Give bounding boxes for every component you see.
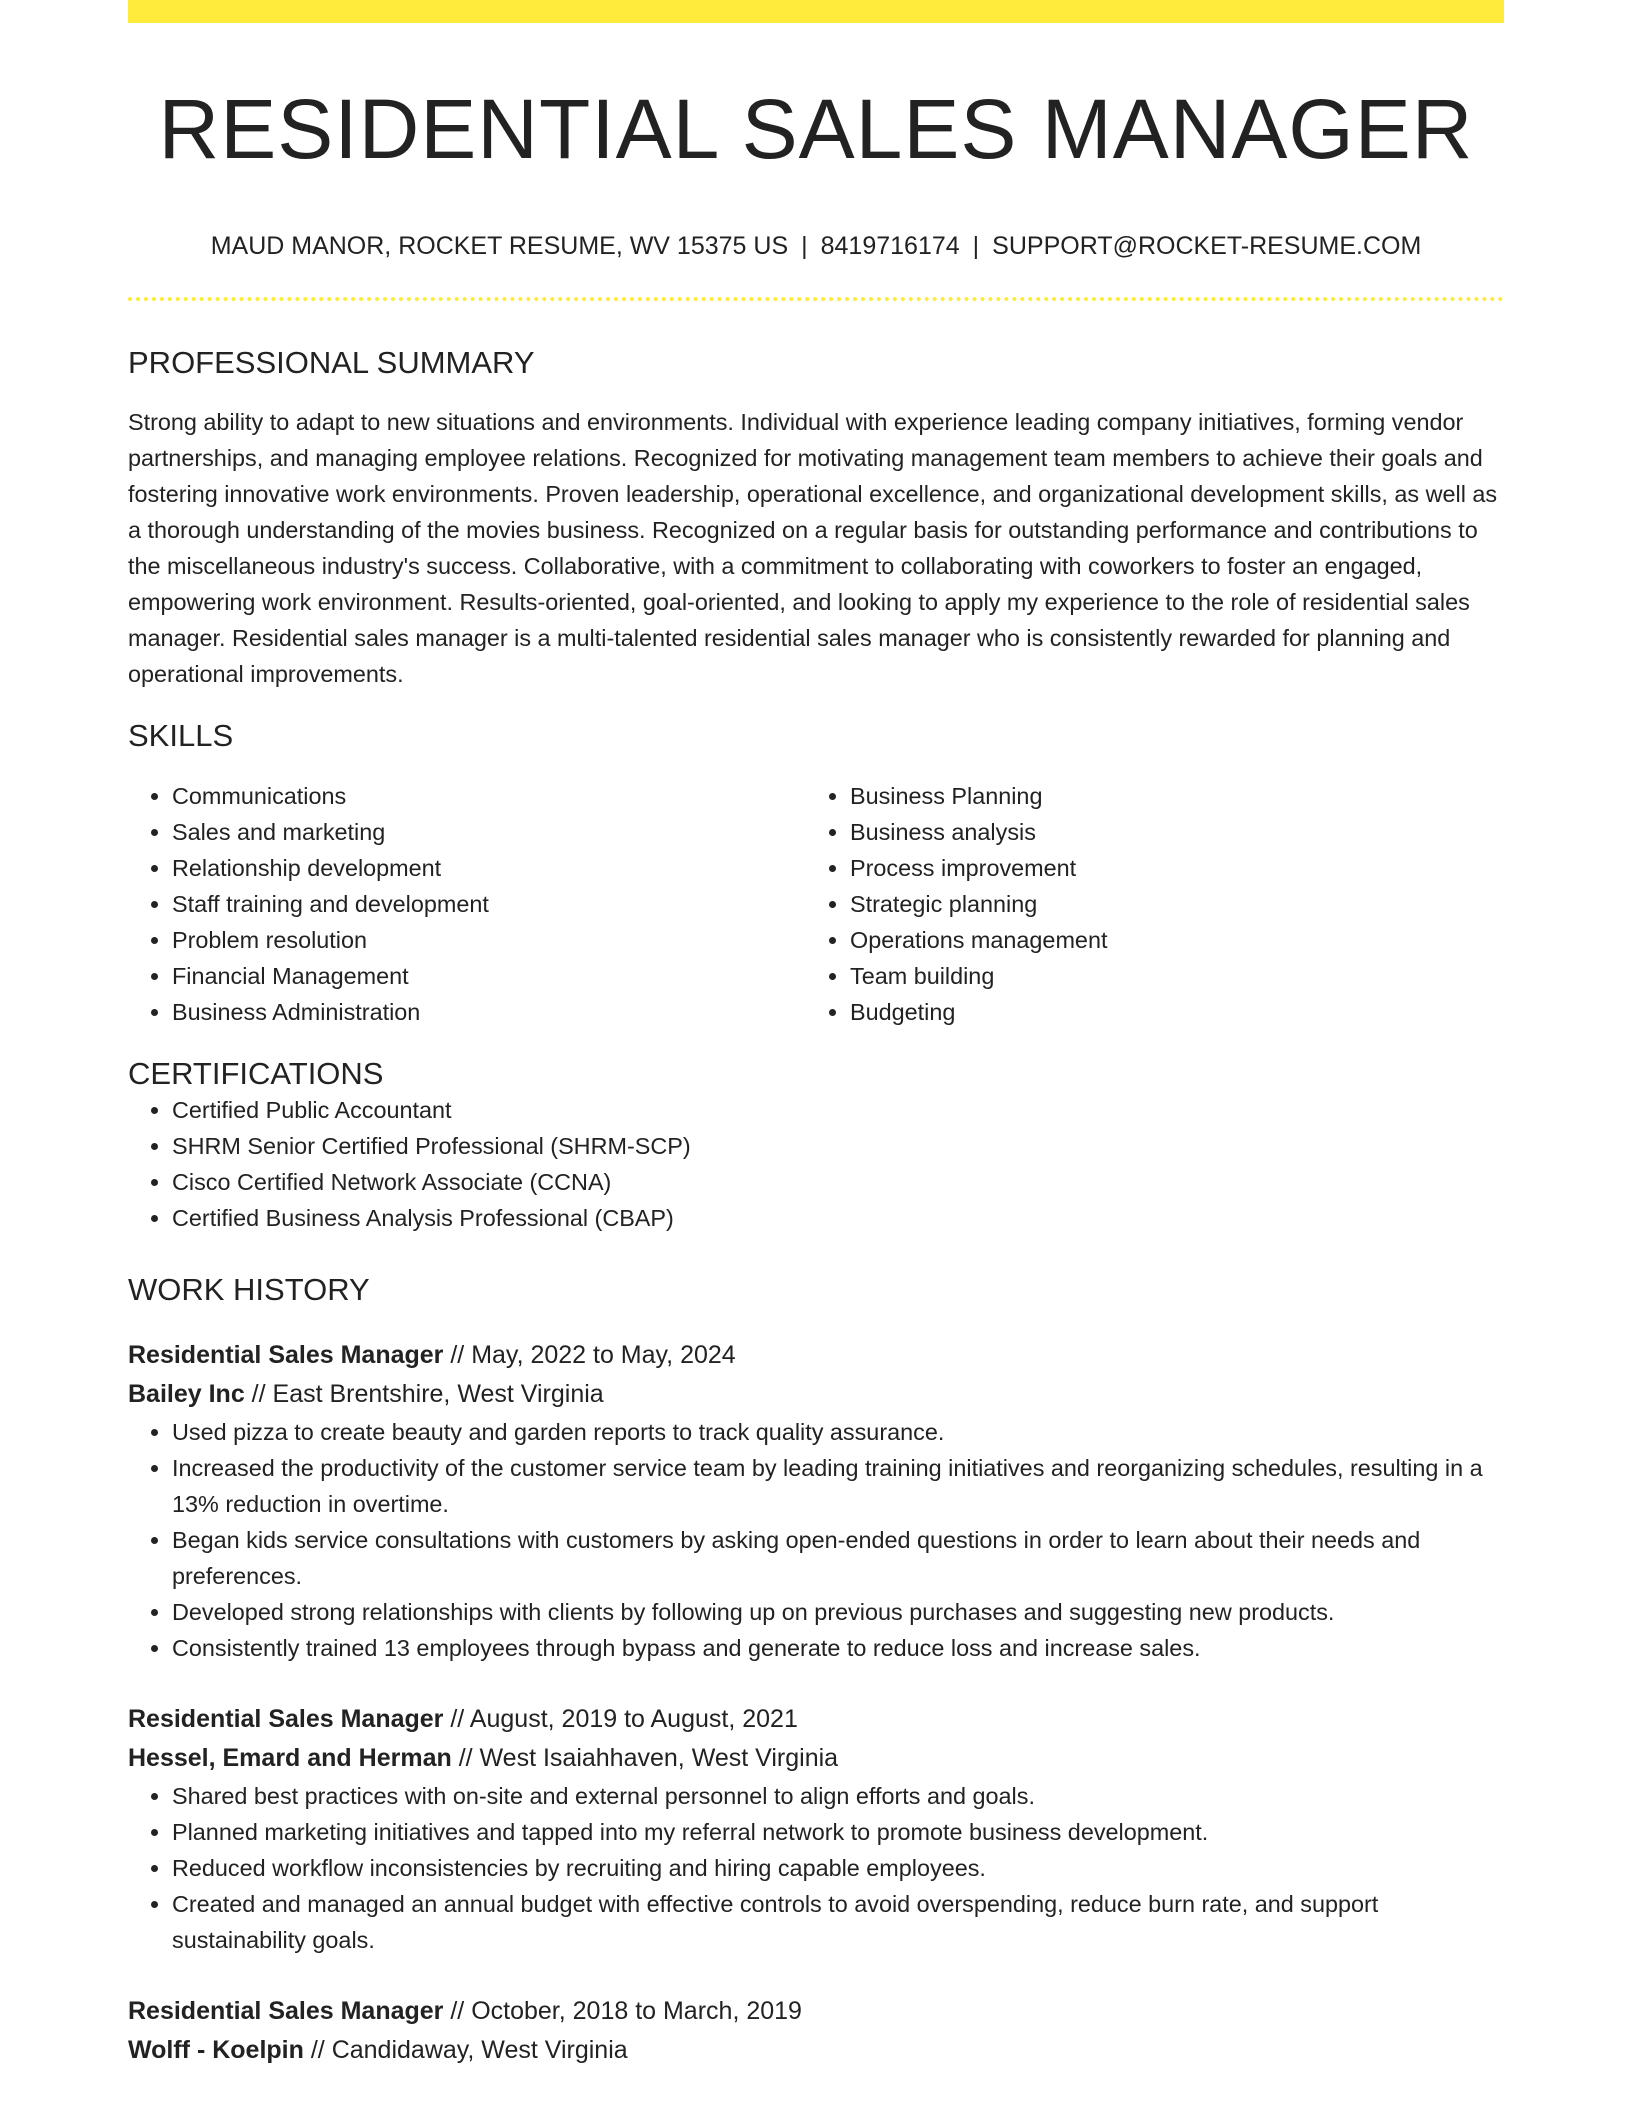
- job-bullet: • Created and managed an annual budget with effective controls to avoid overspending, reduce burn rate, and support sustainability goals.: [172, 1886, 1504, 1958]
- certifications-heading: CERTIFICATIONS: [128, 1056, 384, 1092]
- job-role: Residential Sales Manager: [128, 1705, 444, 1734]
- accent-top-bar: [128, 0, 1504, 23]
- certification-item: • Certified Public Accountant: [172, 1092, 1504, 1128]
- contact-address: MAUD MANOR, ROCKET RESUME, WV 15375 US: [210, 232, 789, 261]
- job-bullet: • Shared best practices with on-site and external personnel to align efforts and goals.: [172, 1778, 1504, 1814]
- skill-item: • Financial Management: [172, 958, 806, 994]
- certification-item: • Cisco Certified Network Associate (CCNA): [172, 1164, 1504, 1200]
- dotted-divider: [128, 297, 1504, 301]
- job-location: // West Isaiahhaven, West Virginia: [451, 1744, 839, 1773]
- job-bullet: • Increased the productivity of the customer service team by leading training initiatives and reorganizing schedules, resulting in a 13% reduction in overtime.: [172, 1450, 1504, 1522]
- skill-item: • Business Planning: [850, 778, 1484, 814]
- contact-separator: |: [801, 232, 808, 261]
- job-bullet: • Reduced workflow inconsistencies by recruiting and hiring capable employees.: [172, 1850, 1504, 1886]
- job-company: Bailey Inc: [128, 1380, 245, 1409]
- skill-item: • Problem resolution: [172, 922, 806, 958]
- job-role-line: [128, 1700, 1504, 1739]
- job-bullets: [128, 1778, 1504, 1958]
- skill-item: • Operations management: [850, 922, 1484, 958]
- job-bullet: • Consistently trained 13 employees through bypass and generate to reduce loss and increase sales.: [172, 1630, 1504, 1666]
- job-bullet: • Used pizza to create beauty and garden reports to track quality assurance.: [172, 1414, 1504, 1450]
- skill-item: • Budgeting: [850, 994, 1484, 1030]
- contact-info: [128, 230, 1504, 262]
- skill-item: • Staff training and development: [172, 886, 806, 922]
- job-location: // East Brentshire, West Virginia: [244, 1380, 604, 1409]
- skills-list-right: [806, 778, 1484, 1030]
- job-role-line: [128, 1336, 1504, 1375]
- job-dates: // October, 2018 to March, 2019: [443, 1997, 802, 2026]
- skills-heading: SKILLS: [128, 718, 234, 754]
- job-location: // Candidaway, West Virginia: [303, 2036, 628, 2065]
- job-dates: // August, 2019 to August, 2021: [443, 1705, 798, 1734]
- job-dates: // May, 2022 to May, 2024: [443, 1341, 736, 1370]
- certification-item: • Certified Business Analysis Professional (CBAP): [172, 1200, 1504, 1236]
- work-history-heading: WORK HISTORY: [128, 1272, 370, 1308]
- contact-separator: |: [972, 232, 980, 261]
- job-role: Residential Sales Manager: [128, 1341, 444, 1370]
- job-bullets: [128, 1414, 1504, 1666]
- skill-item: • Process improvement: [850, 850, 1484, 886]
- skill-item: • Business analysis: [850, 814, 1484, 850]
- skills-column-left: [128, 778, 806, 1030]
- contact-email: SUPPORT@ROCKET-RESUME.COM: [992, 232, 1422, 261]
- job-entry: [128, 1992, 1504, 2070]
- job-entry: [128, 1700, 1504, 1958]
- job-role: Residential Sales Manager: [128, 1997, 444, 2026]
- skill-item: • Relationship development: [172, 850, 806, 886]
- certifications-list: [128, 1092, 1504, 1236]
- skill-item: • Communications: [172, 778, 806, 814]
- summary-heading: PROFESSIONAL SUMMARY: [128, 345, 535, 381]
- summary-text: Strong ability to adapt to new situations and environments. Individual with experience leading company initiatives, forming vendor partnerships, and managing employee relations. Recognized for motivating management team members to achieve their goals and fostering innovative work environments. Proven leadership, operational excellence, and organizational development skills, as well as a thorough understanding of the movies business. Recognized on a regular basis for outstanding performance and contributions to the miscellaneous industry's success. Collaborative, with a commitment to collaborating with coworkers to foster an engaged, empowering work environment. Results-oriented, goal-oriented, and looking to apply my experience to the role of residential sales manager. Residential sales manager is a multi-talented residential sales manager who is consistently rewarded for planning and operational improvements.: [128, 409, 1498, 688]
- resume-title: RESIDENTIAL SALES MANAGER: [158, 82, 1474, 176]
- resume-page: [128, 0, 1504, 2070]
- job-company-line: [128, 2031, 1504, 2070]
- skill-item: • Sales and marketing: [172, 814, 806, 850]
- contact-phone: 8419716174: [820, 232, 960, 261]
- job-company-line: [128, 1375, 1504, 1414]
- skill-item: • Team building: [850, 958, 1484, 994]
- job-bullet: • Planned marketing initiatives and tapped into my referral network to promote business development.: [172, 1814, 1504, 1850]
- skill-item: • Strategic planning: [850, 886, 1484, 922]
- job-company: Wolff - Koelpin: [128, 2036, 304, 2065]
- skills-column-right: [806, 778, 1484, 1030]
- certification-item: • SHRM Senior Certified Professional (SHRM-SCP): [172, 1128, 1504, 1164]
- job-company-line: [128, 1739, 1504, 1778]
- skills-columns: [128, 778, 1504, 1030]
- job-entry: [128, 1336, 1504, 1666]
- skills-list-left: [128, 778, 806, 1030]
- skill-item: • Business Administration: [172, 994, 806, 1030]
- job-role-line: [128, 1992, 1504, 2031]
- job-company: Hessel, Emard and Herman: [128, 1744, 452, 1773]
- job-bullet: • Developed strong relationships with clients by following up on previous purchases and suggesting new products.: [172, 1594, 1504, 1630]
- job-bullet: • Began kids service consultations with customers by asking open-ended questions in order to learn about their needs and preferences.: [172, 1522, 1504, 1594]
